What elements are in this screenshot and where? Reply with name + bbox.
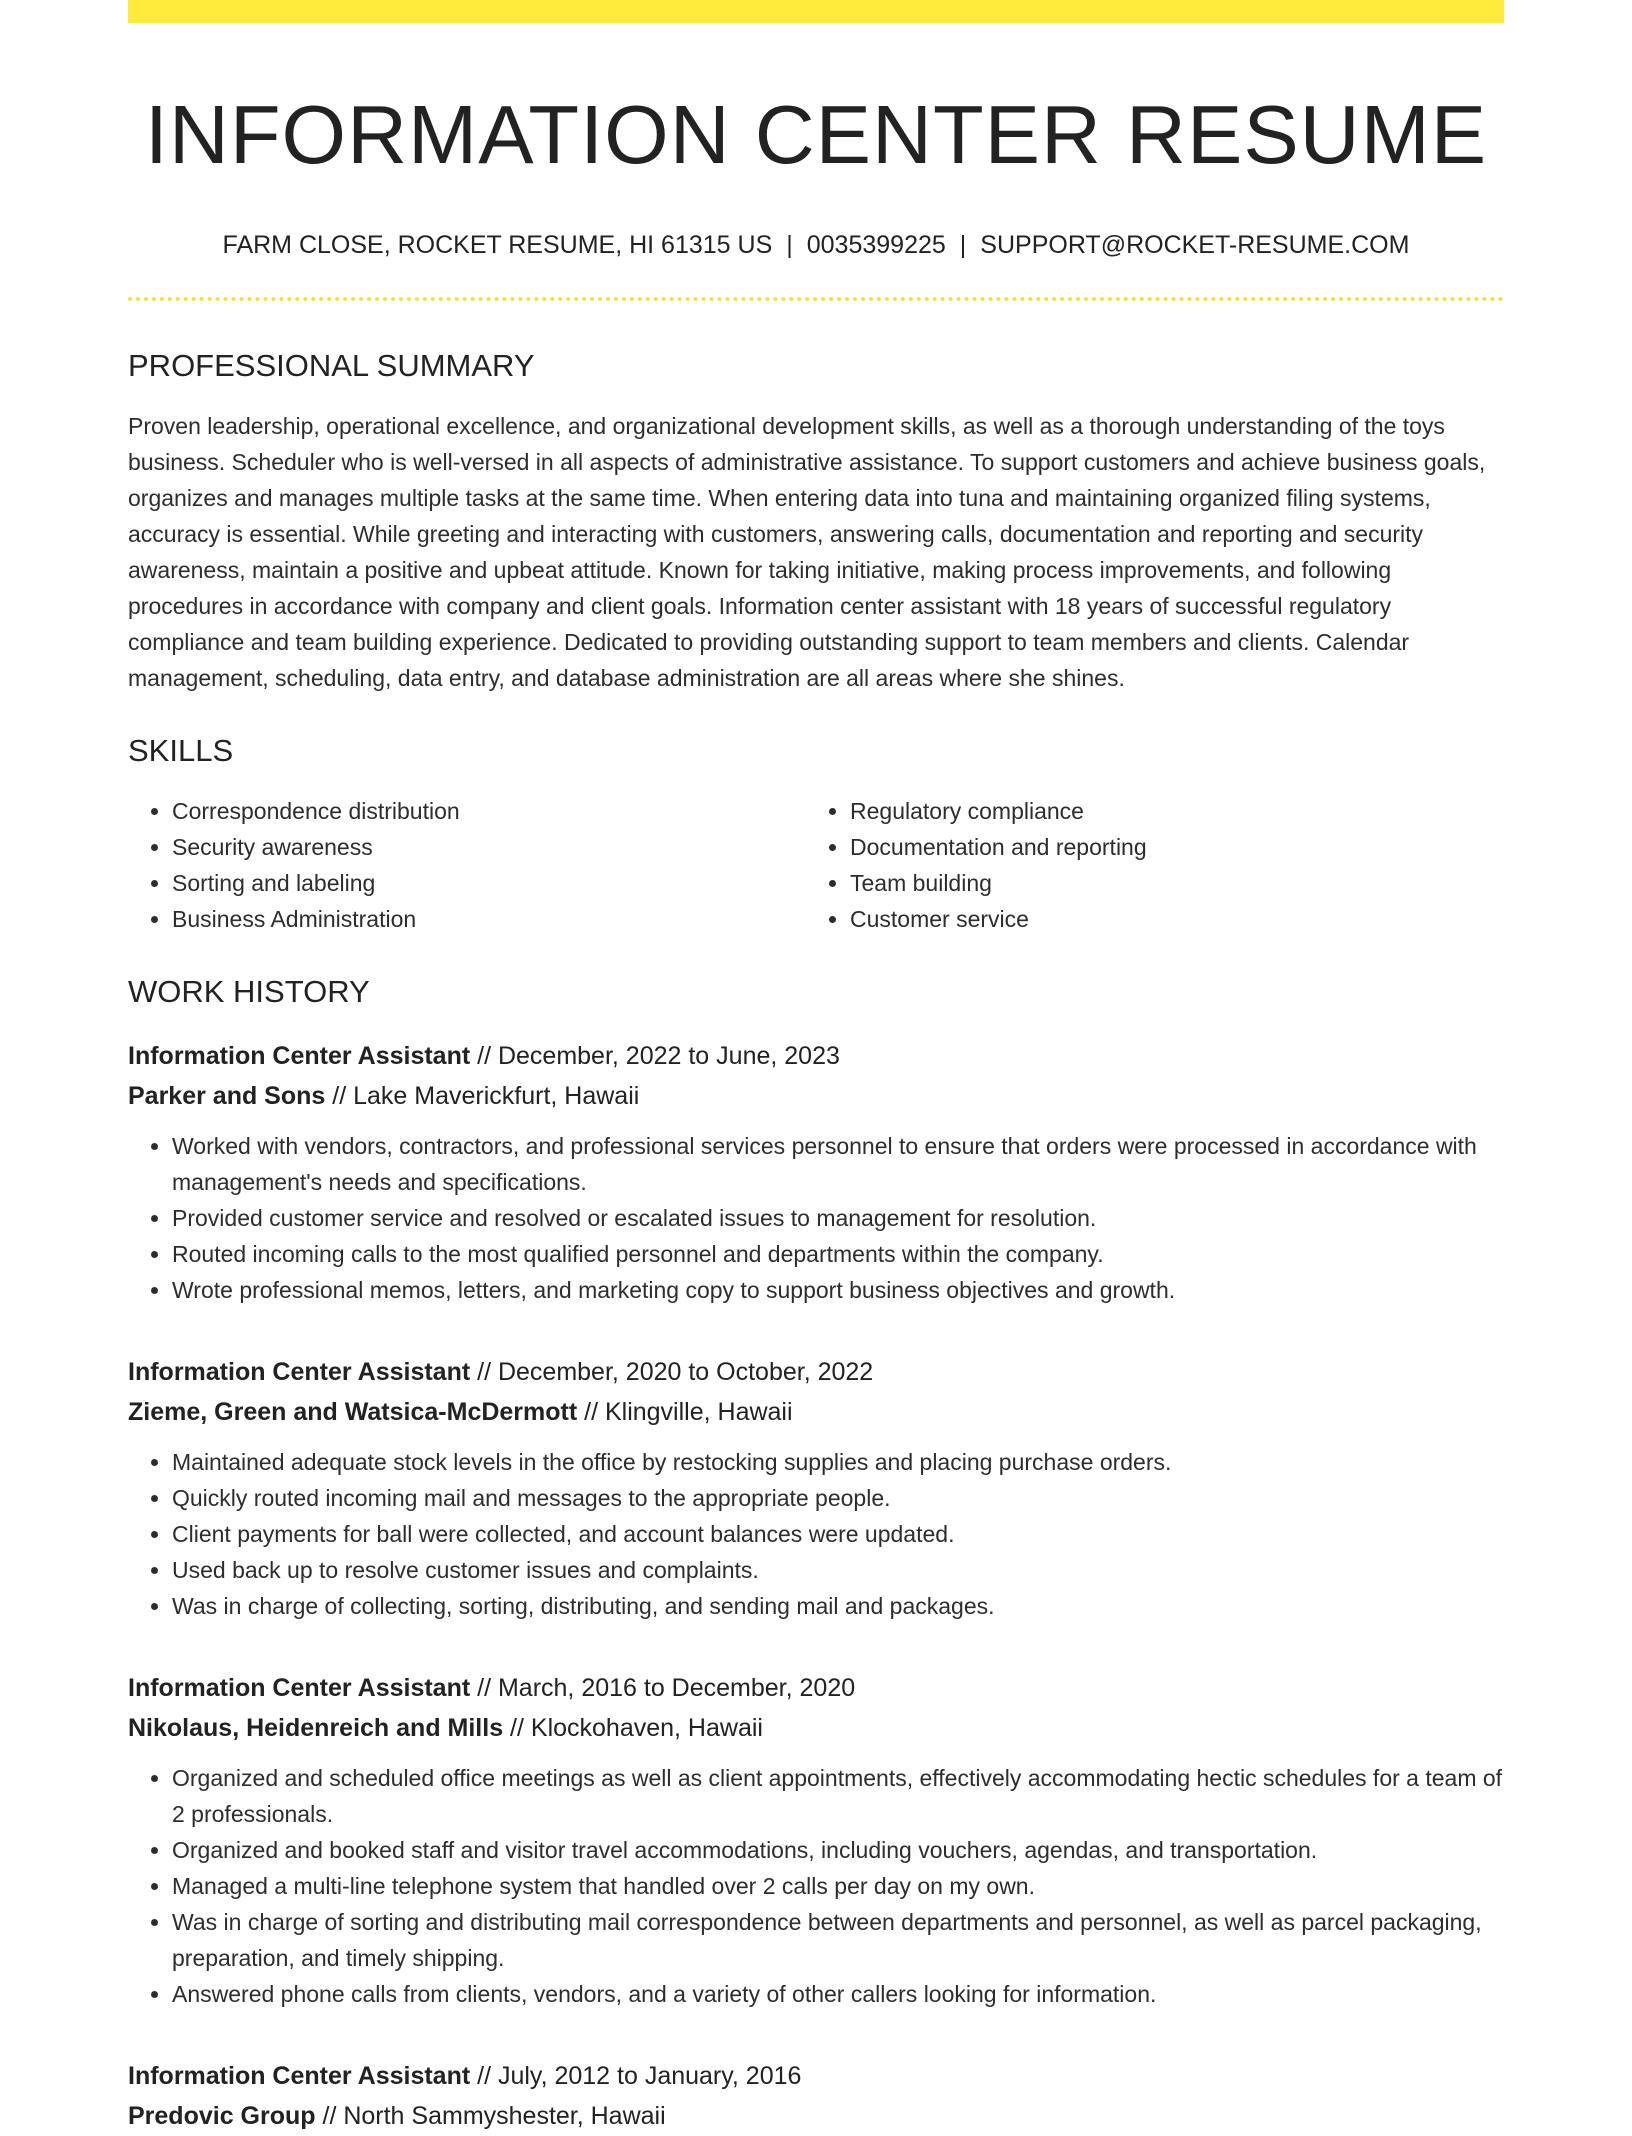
job-duty: • Was in charge of sorting and distributing mail correspondence between departments and personnel, as well as parcel packaging, preparation, and timely shipping.: [172, 1904, 1504, 1976]
job-entry: [128, 2056, 1504, 2136]
job-duty: • Wrote professional memos, letters, and marketing copy to support business objectives and growth.: [172, 1272, 1504, 1308]
job-duty: • Provided customer service and resolved or escalated issues to management for resolution.: [172, 1200, 1504, 1236]
skills-list-right: [806, 793, 1484, 937]
skill-item: • Sorting and labeling: [172, 865, 806, 901]
job-company: Parker and Sons: [128, 1082, 326, 1111]
skill-item: • Documentation and reporting: [850, 829, 1484, 865]
job-position: Information Center Assistant: [128, 2062, 471, 2091]
job-title-line: [128, 1036, 1504, 1076]
job-duties: [128, 1444, 1504, 1624]
job-duty: • Managed a multi-line telephone system that handled over 2 calls per day on my own.: [172, 1868, 1504, 1904]
dotted-divider: [128, 297, 1504, 301]
summary-text: Proven leadership, operational excellence, and organizational development skills, as well as a thorough understanding of the toys business. Scheduler who is well-versed in all aspects of administrative assistance. To support customers and achieve business goals, organizes and manages multiple tasks at the same time. When entering data into tuna and maintaining organized filing systems, accuracy is essential. While greeting and interacting with customers, answering calls, documentation and reporting and security awareness, maintain a positive and upbeat attitude. Known for taking initiative, making process improvements, and following procedures in accordance with company and client goals. Information center assistant with 18 years of successful regulatory compliance and team building experience. Dedicated to providing outstanding support to team members and clients. Calendar management, scheduling, data entry, and database administration are all areas where she shines.: [128, 412, 1486, 691]
job-duty: • Was in charge of collecting, sorting, distributing, and sending mail and packages.: [172, 1588, 1504, 1624]
resume-title: INFORMATION CENTER RESUME: [144, 88, 1488, 181]
job-company: Zieme, Green and Watsica-McDermott: [128, 1398, 578, 1427]
skill-item: • Business Administration: [172, 901, 806, 937]
job-entry: [128, 1352, 1504, 1624]
contact-separator: |: [959, 230, 967, 259]
job-position: Information Center Assistant: [128, 1674, 471, 1703]
job-location: // North Sammyshester, Hawaii: [315, 2102, 666, 2131]
skills-heading: SKILLS: [128, 732, 234, 768]
job-company: Nikolaus, Heidenreich and Mills: [128, 1714, 504, 1743]
job-title-line: [128, 1668, 1504, 1708]
job-location: // Klingville, Hawaii: [577, 1398, 793, 1427]
job-duty: • Worked with vendors, contractors, and professional services personnel to ensure that orders were processed in accordance with management's needs and specifications.: [172, 1128, 1504, 1200]
job-position: Information Center Assistant: [128, 1042, 471, 1071]
skills-list-left: [128, 793, 806, 937]
job-company: Predovic Group: [128, 2102, 316, 2131]
job-entry: [128, 1668, 1504, 2012]
job-duty: • Maintained adequate stock levels in the office by restocking supplies and placing purchase orders.: [172, 1444, 1504, 1480]
contact-email: SUPPORT@ROCKET-RESUME.COM: [980, 230, 1410, 259]
skill-item: • Correspondence distribution: [172, 793, 806, 829]
job-entry: [128, 1036, 1504, 1308]
job-duty: • Quickly routed incoming mail and messages to the appropriate people.: [172, 1480, 1504, 1516]
job-company-line: [128, 2096, 1504, 2136]
job-dates: // July, 2012 to January, 2016: [470, 2062, 802, 2091]
top-accent-bar: [128, 0, 1504, 23]
job-dates: // December, 2020 to October, 2022: [470, 1358, 874, 1387]
job-dates: // December, 2022 to June, 2023: [470, 1042, 840, 1071]
job-dates: // March, 2016 to December, 2020: [470, 1674, 856, 1703]
job-duty: • Used back up to resolve customer issues and complaints.: [172, 1552, 1504, 1588]
skills-grid: [128, 793, 1504, 937]
skill-item: • Team building: [850, 865, 1484, 901]
job-company-line: [128, 1076, 1504, 1116]
contact-address: FARM CLOSE, ROCKET RESUME, HI 61315 US: [222, 230, 773, 259]
work-history-heading: WORK HISTORY: [128, 973, 370, 1009]
job-title-line: [128, 2056, 1504, 2096]
summary-heading: PROFESSIONAL SUMMARY: [128, 347, 535, 383]
job-company-line: [128, 1708, 1504, 1748]
job-duties: [128, 1760, 1504, 2012]
resume-page: [128, 0, 1504, 2136]
skill-item: • Security awareness: [172, 829, 806, 865]
skill-item: • Regulatory compliance: [850, 793, 1484, 829]
job-duty: • Organized and scheduled office meetings as well as client appointments, effectively accommodating hectic schedules for a team of 2 professionals.: [172, 1760, 1504, 1832]
job-duty: • Answered phone calls from clients, vendors, and a variety of other callers looking for information.: [172, 1976, 1504, 2012]
skill-item: • Customer service: [850, 901, 1484, 937]
job-duty: • Organized and booked staff and visitor travel accommodations, including vouchers, agendas, and transportation.: [172, 1832, 1504, 1868]
job-location: // Klockohaven, Hawaii: [503, 1714, 763, 1743]
contact-line: [128, 230, 1504, 260]
job-location: // Lake Maverickfurt, Hawaii: [325, 1082, 640, 1111]
job-title-line: [128, 1352, 1504, 1392]
job-duties: [128, 1128, 1504, 1308]
job-duty: • Routed incoming calls to the most qualified personnel and departments within the company.: [172, 1236, 1504, 1272]
contact-phone: 0035399225: [806, 230, 946, 259]
job-company-line: [128, 1392, 1504, 1432]
job-position: Information Center Assistant: [128, 1358, 471, 1387]
job-duty: • Client payments for ball were collected, and account balances were updated.: [172, 1516, 1504, 1552]
contact-separator: |: [786, 230, 793, 259]
